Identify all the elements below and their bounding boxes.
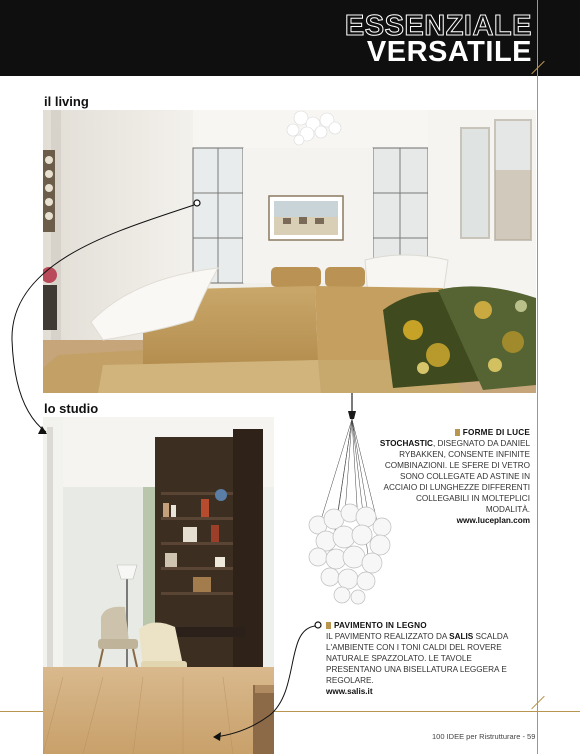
callout-lamp — [370, 427, 530, 526]
callout-lamp-text: , DISEGNATO DA DANIEL RYBAKKEN, CONSENTE INFINITE COMBINAZIONI. LE SFERE DI VETRO SONO COLLEGATE AD ASTINE IN ACCIAIO DI LUNGHEZZE DIFFERENTI COLLEGABILI IN MOLTEPLICI MODALITÀ. — [383, 439, 530, 514]
section-label-living: il living — [44, 94, 89, 109]
callout-floor-title-text: PAVIMENTO IN LEGNO — [334, 621, 427, 630]
callout-lamp-body — [370, 438, 530, 515]
callout-floor-title — [326, 620, 521, 631]
headline-line-1: ESSENZIALE — [344, 10, 532, 42]
callout-floor-brand: SALIS — [449, 632, 474, 641]
studio-photo — [43, 417, 274, 754]
callout-lamp-url[interactable]: www.luceplan.com — [456, 516, 530, 525]
callout-floor-text-after: SCALDA L'AMBIENTE CON I TONI CALDI DEL ROVERE NATURALE SPAZZOLATO. LE TAVOLE PRESENTANO UNA BISELLATURA LEGGERA E REGOLARE. — [326, 632, 508, 685]
callout-lamp-title — [370, 427, 530, 438]
callout-floor-url[interactable]: www.salis.it — [326, 687, 373, 696]
gold-square-icon — [326, 622, 331, 629]
callout-floor-text-before: IL PAVIMENTO REALIZZATO DA — [326, 632, 450, 641]
callout-lamp-title-text: FORME DI LUCE — [462, 428, 530, 437]
headline-line-2: VERSATILE — [366, 36, 532, 68]
callout-lamp-product: STOCHASTIC — [379, 439, 433, 448]
page-footer: 100 IDEE per Ristrutturare - 59 — [432, 732, 536, 741]
gold-square-icon — [455, 429, 460, 436]
living-room-photo — [43, 110, 536, 393]
callout-floor — [326, 620, 521, 697]
section-label-studio: lo studio — [44, 401, 99, 416]
gold-corner-mark — [531, 696, 544, 709]
gold-vertical-rule — [537, 0, 538, 754]
page-headline — [345, 12, 532, 67]
callout-floor-body — [326, 631, 521, 686]
pointer-dot-icon — [315, 622, 321, 628]
